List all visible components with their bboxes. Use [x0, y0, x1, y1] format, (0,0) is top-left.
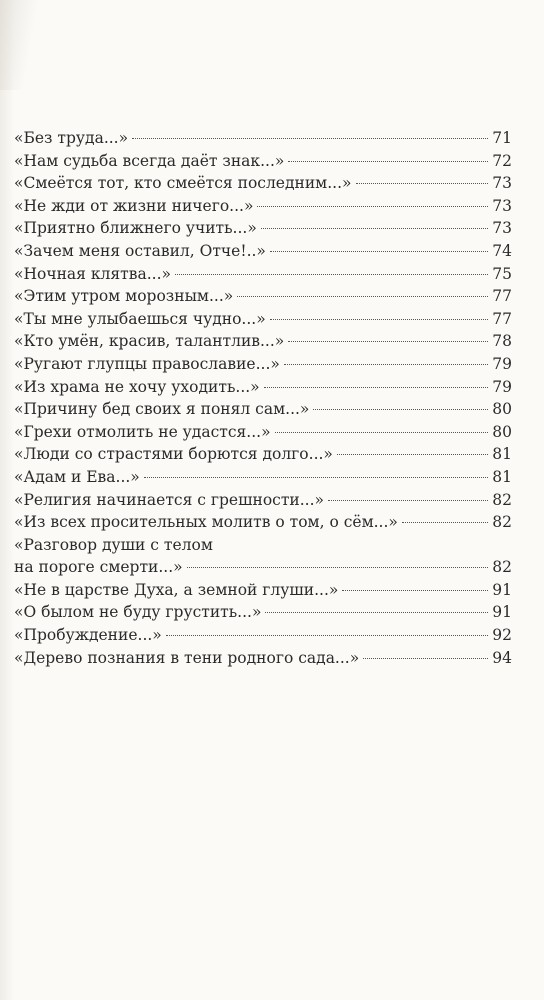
toc-entry-page: 80	[492, 400, 512, 419]
toc-entry-page: 94	[492, 648, 512, 667]
dot-leader	[144, 477, 488, 478]
toc-entry-title: «Ты мне улыбаешься чудно...»	[14, 309, 266, 328]
dot-leader	[132, 138, 488, 139]
dot-leader	[264, 387, 489, 388]
dot-leader	[284, 364, 488, 365]
toc-entry-page: 91	[492, 580, 512, 599]
toc-entry-title: «Не жди от жизни ничего...»	[14, 196, 254, 215]
toc-entry[interactable]	[14, 217, 512, 240]
toc-entry[interactable]	[14, 150, 512, 173]
toc-entry[interactable]	[14, 579, 512, 602]
toc-entry[interactable]	[14, 466, 512, 489]
toc-entry-page: 82	[492, 490, 512, 509]
toc-entry-title: «О былом не буду грустить...»	[14, 603, 262, 622]
dot-leader	[237, 296, 488, 297]
toc-entry-page: 81	[492, 445, 512, 464]
toc-entry[interactable]	[14, 127, 512, 150]
toc-entry[interactable]	[14, 511, 512, 534]
toc-entry-two-line[interactable]	[14, 534, 512, 579]
toc-entry[interactable]	[14, 398, 512, 421]
dot-leader	[288, 161, 488, 162]
dot-leader	[342, 590, 488, 591]
toc-entry-title: «Из храма не хочу уходить...»	[14, 377, 260, 396]
page-corner-curl	[0, 0, 40, 90]
toc-entry-page: 82	[492, 558, 512, 577]
toc-entry-title: на пороге смерти...»	[14, 558, 183, 577]
toc-entry[interactable]	[14, 489, 512, 512]
toc-entry-title: «Ругают глупцы православие...»	[14, 354, 280, 373]
dot-leader	[356, 183, 489, 184]
toc-entry[interactable]	[14, 172, 512, 195]
toc-entry-page: 73	[492, 174, 512, 193]
toc-entry-title: «Религия начинается с грешности...»	[14, 490, 325, 509]
toc-entry[interactable]	[14, 330, 512, 353]
toc-entry-title: «Адам и Ева...»	[14, 467, 140, 486]
toc-entry-title: «Этим утром морозным...»	[14, 287, 234, 306]
toc-entry[interactable]	[14, 601, 512, 624]
page-edge-shadow	[0, 0, 14, 1000]
toc-entry[interactable]	[14, 285, 512, 308]
toc-entry-title: «Из всех просительных молитв о том, о сём...»	[14, 513, 398, 532]
toc-entry-title-line1: «Разговор души с телом	[14, 535, 213, 554]
dot-leader	[265, 612, 488, 613]
toc-entry-page: 91	[492, 603, 512, 622]
dot-leader	[313, 409, 488, 410]
toc-entry-page: 73	[492, 219, 512, 238]
toc-entry-title: «Смеётся тот, кто смеётся последним...»	[14, 174, 352, 193]
toc-entry[interactable]	[14, 263, 512, 286]
toc-entry-title: «Приятно ближнего учить...»	[14, 219, 257, 238]
dot-leader	[261, 228, 488, 229]
toc-entry-page: 92	[492, 626, 512, 645]
toc-entry[interactable]	[14, 240, 512, 263]
toc-entry-page: 77	[492, 309, 512, 328]
dot-leader	[275, 432, 489, 433]
toc-entry-page: 77	[492, 287, 512, 306]
toc-entry-title: «Зачем меня оставил, Отче!..»	[14, 241, 266, 260]
toc-entry-page: 75	[492, 264, 512, 283]
dot-leader	[270, 319, 489, 320]
dot-leader	[257, 206, 488, 207]
toc-entry-page: 82	[492, 513, 512, 532]
toc-entry[interactable]	[14, 353, 512, 376]
toc-entry-title: «Кто умён, красив, талантлив...»	[14, 332, 285, 351]
dot-leader	[337, 454, 488, 455]
dot-leader	[363, 658, 488, 659]
dot-leader	[288, 341, 488, 342]
toc-entry-page: 78	[492, 332, 512, 351]
toc-entry-title: «Нам судьба всегда даёт знак...»	[14, 151, 285, 170]
toc-entry[interactable]	[14, 647, 512, 670]
dot-leader	[175, 274, 488, 275]
toc-entry-page: 71	[492, 129, 512, 147]
toc-entry-page: 74	[492, 241, 512, 260]
toc-entry-page: 79	[492, 377, 512, 396]
dot-leader	[402, 522, 488, 523]
toc-entry-title: «Пробуждение...»	[14, 626, 162, 645]
toc-entry-page: 80	[492, 422, 512, 441]
toc-entry-page: 72	[492, 151, 512, 170]
toc-entry[interactable]	[14, 376, 512, 399]
toc-entry-page: 73	[492, 196, 512, 215]
toc-entry-page: 79	[492, 354, 512, 373]
dot-leader	[270, 251, 488, 252]
toc-entry[interactable]	[14, 308, 512, 331]
toc-entry-title: «Без труда...»	[14, 129, 129, 147]
table-of-contents	[14, 127, 512, 669]
toc-entry[interactable]	[14, 195, 512, 218]
toc-entry-title: «Ночная клятва...»	[14, 264, 171, 283]
toc-entry-title: «Дерево познания в тени родного сада...»	[14, 648, 360, 667]
toc-entry-page: 81	[492, 467, 512, 486]
toc-entry-title: «Люди со страстями борются долго...»	[14, 445, 333, 464]
dot-leader	[166, 635, 488, 636]
toc-entry[interactable]	[14, 443, 512, 466]
toc-entry[interactable]	[14, 624, 512, 647]
toc-entry-title: «Причину бед своих я понял сам...»	[14, 400, 310, 419]
toc-entry[interactable]	[14, 421, 512, 444]
dot-leader	[187, 567, 489, 568]
dot-leader	[328, 500, 488, 501]
toc-entry	[14, 556, 512, 579]
toc-entry-title: «Не в царстве Духа, а земной глуши...»	[14, 580, 339, 599]
toc-entry-title: «Грехи отмолить не удастся...»	[14, 422, 271, 441]
